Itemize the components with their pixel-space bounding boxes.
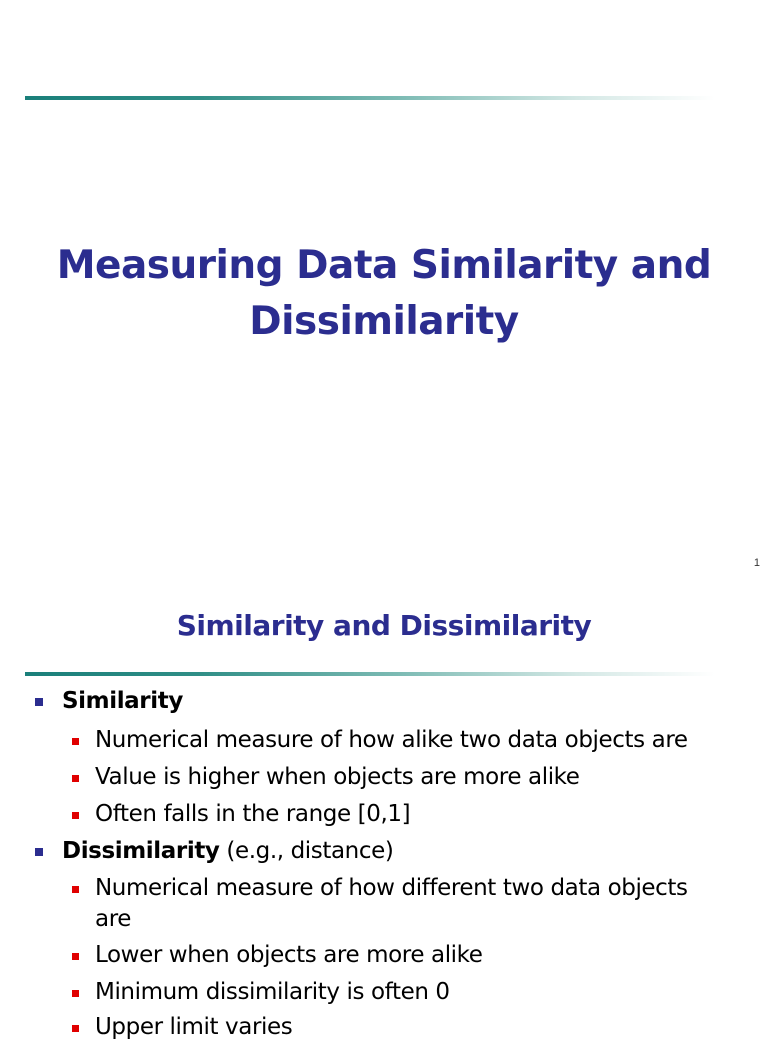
sub-bullet-item [95,940,735,971]
square-bullet-icon [72,812,79,819]
content-slide [0,584,768,1040]
square-bullet-icon [35,698,43,706]
bullet-text-line-2: are [95,906,131,932]
bullet-item [62,686,742,717]
sub-bullet-item [95,977,735,1008]
bullet-heading: Similarity [62,688,183,714]
bullet-text: Upper limit varies [95,1014,293,1040]
square-bullet-icon [72,738,79,745]
bullet-text: Value is higher when objects are more alike [95,764,580,790]
bullet-heading: Dissimilarity [62,838,220,864]
square-bullet-icon [72,1025,79,1032]
square-bullet-icon [72,953,79,960]
sub-bullet-item [95,799,735,830]
sub-bullet-item [95,762,735,793]
page-number: 1 [753,557,760,569]
square-bullet-icon [72,886,79,893]
sub-bullet-item [95,725,735,756]
square-bullet-icon [72,990,79,997]
bullet-text: Often falls in the range [0,1] [95,801,411,827]
bullet-text-line-1: Numerical measure of how different two data objects [95,875,688,901]
slide-title [40,238,728,350]
slide-title-line-2: Dissimilarity [249,299,519,344]
bullet-text: (e.g., distance) [219,838,394,864]
bullet-list [0,584,768,1040]
slide-title: Similarity and Dissimilarity [176,609,592,642]
bullet-text: Numerical measure of how alike two data objects are [95,727,688,753]
slide-title-line-1: Measuring Data Similarity and [56,243,712,288]
bullet-text: Lower when objects are more alike [95,942,483,968]
bullet-text: Minimum dissimilarity is often 0 [95,979,450,1005]
bullet-item [62,836,742,867]
square-bullet-icon [72,775,79,782]
square-bullet-icon [35,848,43,856]
header-divider [25,96,715,100]
sub-bullet-item [95,1012,735,1043]
sub-bullet-item [95,873,735,935]
